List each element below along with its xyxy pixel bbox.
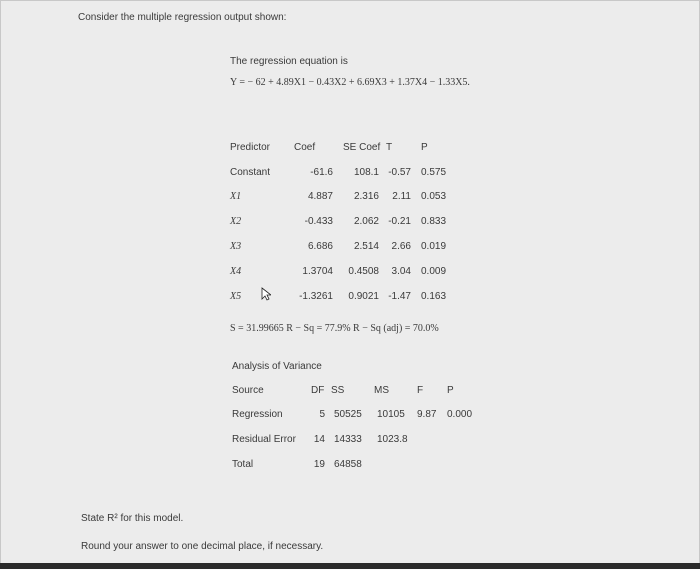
coef-row-p: 0.163 xyxy=(421,291,447,302)
coef-row-coef: 4.887 xyxy=(307,191,333,202)
anova-row-source: Total xyxy=(232,459,254,470)
anova-row-ms: 1023.8 xyxy=(377,434,408,445)
question-text: State R² for this model. xyxy=(81,513,184,524)
coef-header-predictor: Predictor xyxy=(230,142,271,153)
coef-row-coef: 6.686 xyxy=(307,241,333,252)
anova-row-ss: 14333 xyxy=(334,434,362,445)
coef-row-predictor: X1 xyxy=(230,191,242,202)
coef-header-coef: Coef xyxy=(294,142,316,153)
coef-row-secoef: 2.316 xyxy=(353,191,379,202)
anova-row-df: 14 xyxy=(313,434,325,445)
coef-row-p: 0.833 xyxy=(421,216,447,227)
anova-title: Analysis of Variance xyxy=(232,361,322,372)
coef-row-t: -0.57 xyxy=(388,167,411,178)
anova-header-ms: MS xyxy=(374,385,389,396)
anova-row-ss: 64858 xyxy=(334,459,362,470)
anova-header-df: DF xyxy=(311,385,325,396)
coef-row-p: 0.053 xyxy=(421,191,447,202)
mouse-pointer-icon xyxy=(261,287,271,301)
prompt-text: Consider the multiple regression output shown: xyxy=(78,12,287,23)
coef-header-secoef: SE Coef xyxy=(343,142,381,153)
coef-row-predictor: X2 xyxy=(230,216,242,227)
coef-row-secoef: 2.514 xyxy=(353,241,379,252)
instruction-text: Round your answer to one decimal place, if necessary. xyxy=(81,541,324,552)
anova-row-f: 9.87 xyxy=(417,409,437,420)
coef-row-predictor: X3 xyxy=(230,241,242,252)
coef-row-p: 0.019 xyxy=(421,241,447,252)
coef-row-t: -0.21 xyxy=(388,216,411,227)
coef-row-t: -1.47 xyxy=(388,291,411,302)
anova-row-source: Residual Error xyxy=(232,434,296,445)
coef-row-p: 0.575 xyxy=(421,167,447,178)
coef-row-coef: 1.3704 xyxy=(302,266,333,277)
equation-label: The regression equation is xyxy=(230,56,348,67)
coef-row-secoef: 2.062 xyxy=(353,216,379,227)
coef-header-p: P xyxy=(421,142,428,153)
coef-row-secoef: 0.9021 xyxy=(348,291,379,302)
coef-row-coef: -0.433 xyxy=(304,216,333,227)
anova-row-df: 5 xyxy=(319,409,325,420)
coef-row-predictor: X4 xyxy=(230,266,242,277)
coef-row-t: 2.66 xyxy=(391,241,411,252)
anova-row-ss: 50525 xyxy=(334,409,362,420)
bottom-edge xyxy=(0,563,700,569)
coef-row-coef: -1.3261 xyxy=(299,291,333,302)
coef-row-coef: -61.6 xyxy=(310,167,333,178)
anova-header-p: P xyxy=(447,385,454,396)
coef-row-secoef: 108.1 xyxy=(353,167,379,178)
coef-row-secoef: 0.4508 xyxy=(348,266,379,277)
anova-row-df: 19 xyxy=(313,459,325,470)
anova-row-source: Regression xyxy=(232,409,283,420)
anova-row-ms: 10105 xyxy=(377,409,405,420)
coef-row-predictor: Constant xyxy=(230,167,271,178)
coef-row-predictor: X5 xyxy=(230,291,242,302)
coef-header-t: T xyxy=(386,142,393,153)
anova-header-f: F xyxy=(417,385,424,396)
coef-row-t: 2.11 xyxy=(392,191,411,202)
regression-equation: Y = − 62 + 4.89X1 − 0.43X2 + 6.69X3 + 1.37X4 − 1.33X5. xyxy=(230,77,470,88)
coef-row-p: 0.009 xyxy=(421,266,447,277)
anova-header-ss: SS xyxy=(331,385,345,396)
coef-row-t: 3.04 xyxy=(391,266,411,277)
anova-row-p: 0.000 xyxy=(447,409,473,420)
anova-header-source: Source xyxy=(232,385,264,396)
model-summary: S = 31.99665 R − Sq = 77.9% R − Sq (adj) = 70.0% xyxy=(230,323,439,334)
